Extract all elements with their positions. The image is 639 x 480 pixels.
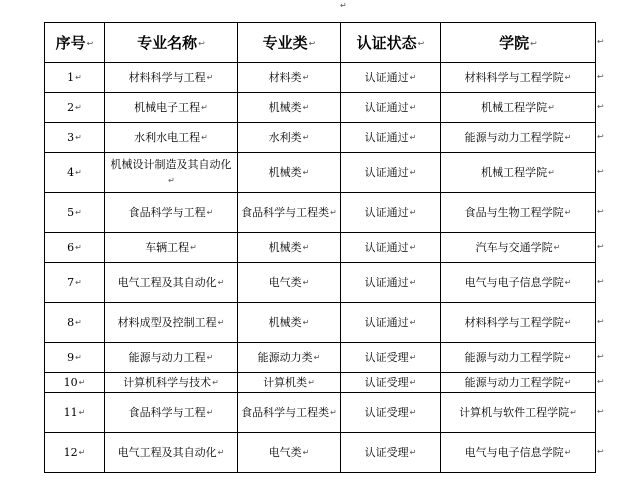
table-row (45, 63, 596, 93)
cell-major: 能源与动力工程↵ (105, 343, 238, 373)
cell-no: 5↵ (45, 193, 105, 233)
header-cell: 学院↩ (441, 23, 596, 63)
cell-category: 机械类↵ (238, 303, 341, 343)
row-end-mark: ↩ (597, 166, 604, 176)
cell-status: 认证受理↵ (341, 373, 441, 393)
cell-major: 电气工程及其自动化↵ (105, 433, 238, 473)
cell-no: 3↵ (45, 123, 105, 153)
cell-college: 材料科学与工程学院↵ (441, 303, 596, 343)
cell-no: 9↵ (45, 343, 105, 373)
cell-category: 材料类↵ (238, 63, 341, 93)
cell-no: 10↵ (45, 373, 105, 393)
cell-status: 认证通过↵ (341, 233, 441, 263)
cell-category: 能源动力类↵ (238, 343, 341, 373)
cell-college: 电气与电子信息学院↵ (441, 433, 596, 473)
row-end-mark: ↩ (597, 351, 604, 361)
cell-status: 认证受理↵ (341, 343, 441, 373)
header-cell: 序号↩ (45, 23, 105, 63)
header-cell: 专业类↩ (238, 23, 341, 63)
row-end-mark: ↩ (597, 241, 604, 251)
header-cell: 专业名称↩ (105, 23, 238, 63)
cell-major: 材料科学与工程↵ (105, 63, 238, 93)
row-end-mark: ↩ (597, 376, 604, 386)
cell-major: 电气工程及其自动化↵ (105, 263, 238, 303)
table-header-row (45, 23, 596, 63)
header-cell: 认证状态↩ (341, 23, 441, 63)
cell-college: 材料科学与工程学院↵ (441, 63, 596, 93)
cell-no: 6↵ (45, 233, 105, 263)
cell-college: 汽车与交通学院↵ (441, 233, 596, 263)
cell-status: 认证通过↵ (341, 93, 441, 123)
cell-college: 能源与动力工程学院↵ (441, 123, 596, 153)
cell-status: 认证通过↵ (341, 303, 441, 343)
row-end-mark: ↩ (597, 316, 604, 326)
cell-college: 能源与动力工程学院↵ (441, 373, 596, 393)
row-end-mark: ↩ (597, 131, 604, 141)
row-end-mark: ↩ (597, 406, 604, 416)
table-row (45, 303, 596, 343)
row-end-mark: ↩ (597, 71, 604, 81)
cell-major: 水利水电工程↵ (105, 123, 238, 153)
cell-major: 材料成型及控制工程↵ (105, 303, 238, 343)
row-end-mark: ↩ (597, 101, 604, 111)
cell-major: 食品科学与工程↵ (105, 393, 238, 433)
table-row (45, 263, 596, 303)
table-row (45, 343, 596, 373)
cell-no: 2↵ (45, 93, 105, 123)
major-certification-table (44, 22, 596, 473)
cell-college: 电气与电子信息学院↵ (441, 263, 596, 303)
cell-college: 食品与生物工程学院↵ (441, 193, 596, 233)
cell-category: 食品科学与工程类↵ (238, 393, 341, 433)
cell-major: 食品科学与工程↵ (105, 193, 238, 233)
cell-status: 认证通过↵ (341, 123, 441, 153)
table-row (45, 373, 596, 393)
cell-status: 认证通过↵ (341, 263, 441, 303)
table-row (45, 193, 596, 233)
cell-no: 7↵ (45, 263, 105, 303)
table-row (45, 233, 596, 263)
paragraph-mark: ↵ (340, 1, 347, 10)
row-end-mark: ↩ (597, 36, 604, 46)
cell-college: 机械工程学院↵ (441, 93, 596, 123)
cell-college: 机械工程学院↵ (441, 153, 596, 193)
cell-no: 1↵ (45, 63, 105, 93)
row-end-mark: ↩ (597, 206, 604, 216)
cell-no: 8↵ (45, 303, 105, 343)
cell-status: 认证通过↵ (341, 193, 441, 233)
cell-status: 认证通过↵ (341, 63, 441, 93)
cell-no: 11↵ (45, 393, 105, 433)
row-end-mark: ↩ (597, 276, 604, 286)
cell-category: 机械类↵ (238, 153, 341, 193)
cell-category: 电气类↵ (238, 433, 341, 473)
table-row (45, 93, 596, 123)
cell-no: 12↵ (45, 433, 105, 473)
cell-status: 认证受理↵ (341, 393, 441, 433)
table-row (45, 433, 596, 473)
cell-category: 食品科学与工程类↵ (238, 193, 341, 233)
cell-category: 机械类↵ (238, 233, 341, 263)
cell-college: 能源与动力工程学院↵ (441, 343, 596, 373)
cell-category: 机械类↵ (238, 93, 341, 123)
row-end-mark: ↩ (597, 446, 604, 456)
table-row (45, 123, 596, 153)
cell-major: 车辆工程↵ (105, 233, 238, 263)
cell-status: 认证通过↵ (341, 153, 441, 193)
cell-category: 电气类↵ (238, 263, 341, 303)
cell-status: 认证受理↵ (341, 433, 441, 473)
cell-major: 机械设计制造及其自动化↵ (105, 153, 238, 193)
table-row (45, 393, 596, 433)
cell-no: 4↵ (45, 153, 105, 193)
cell-college: 计算机与软件工程学院↵ (441, 393, 596, 433)
cell-category: 计算机类↵ (238, 373, 341, 393)
table-row (45, 153, 596, 193)
cell-category: 水利类↵ (238, 123, 341, 153)
cell-major: 计算机科学与技术↵ (105, 373, 238, 393)
cell-major: 机械电子工程↵ (105, 93, 238, 123)
